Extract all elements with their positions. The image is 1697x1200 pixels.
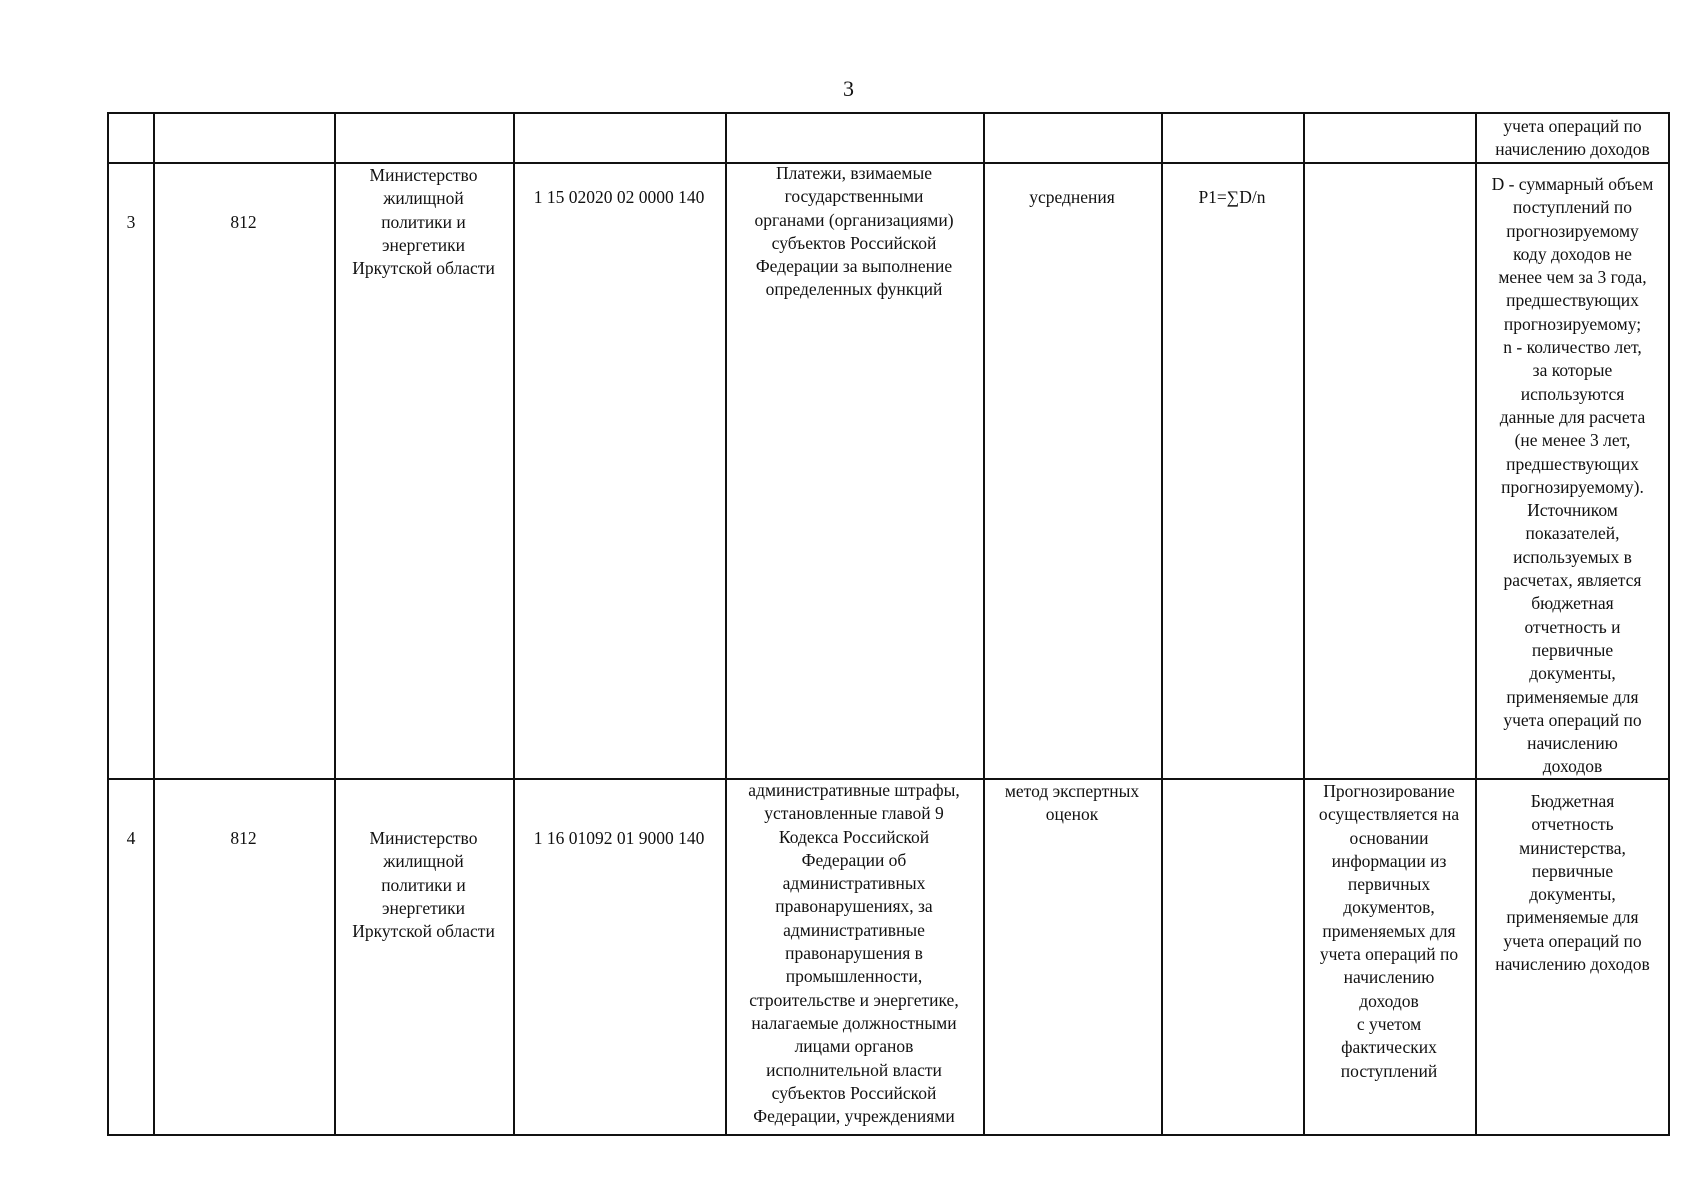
row-4-method: метод экспертных оценок xyxy=(1004,781,1140,825)
row-3-kbk-code: 1 15 02020 02 0000 140 xyxy=(533,187,705,207)
row-4-chapter-code: 812 xyxy=(230,828,257,848)
row-3-chapter-code: 812 xyxy=(230,212,257,232)
column-border xyxy=(153,114,155,1134)
row-4-number: 4 xyxy=(126,828,136,848)
continuation-description-cell: учета операций по начислению доходов xyxy=(1495,116,1650,160)
column-border xyxy=(513,114,515,1134)
row-3-formula: P1=∑D/n xyxy=(1198,187,1266,207)
row-4-kbk-code: 1 16 01092 01 9000 140 xyxy=(533,828,705,848)
row-4-algorithm: Прогнозирование осуществляется на основании информации из первичных документов, применяемых для учета операций по начислению доходов с учетом фактических поступлений xyxy=(1318,781,1460,1081)
row-4-administrator: Министерство жилищной политики и энергетики Иркутской области xyxy=(352,828,495,942)
row-3-description: D - суммарный объем поступлений по прогнозируемому коду доходов не менее чем за 3 года, предшествующих прогнозируемому; n - количество лет, за которые используются данные для расчета (не менее 3 лет, предшествующих прогнозируемому). Источником показателей, используемых в расчетах, является бюджетная отчетность и первичные документы, применяемые для учета операций по начислению доходов xyxy=(1491,174,1654,777)
column-border xyxy=(1161,114,1163,1134)
column-border xyxy=(983,114,985,1134)
row-3-income-name: Платежи, взимаемые государственными органами (организациями) субъектов Российской Федерации за выполнение определенных функций xyxy=(754,163,954,300)
page-number: 3 xyxy=(843,76,854,101)
row-4-description: Бюджетная отчетность министерства, первичные документы, применяемые для учета операций по начислению доходов xyxy=(1495,791,1650,975)
row-4-income-name: административные штрафы, установленные главой 9 Кодекса Российской Федерации об административных правонарушениях, за административные правонарушения в промышленности, строительстве и энергетике, налагаемые должностными лицами органов исполнительной власти субъектов Российской Федерации, учреждениями xyxy=(748,780,960,1127)
income-forecast-table xyxy=(107,112,1670,1136)
row-3-method: усреднения xyxy=(1029,187,1115,207)
row-3-number: 3 xyxy=(126,212,136,232)
row-3-administrator: Министерство жилищной политики и энергетики Иркутской области xyxy=(352,165,495,279)
